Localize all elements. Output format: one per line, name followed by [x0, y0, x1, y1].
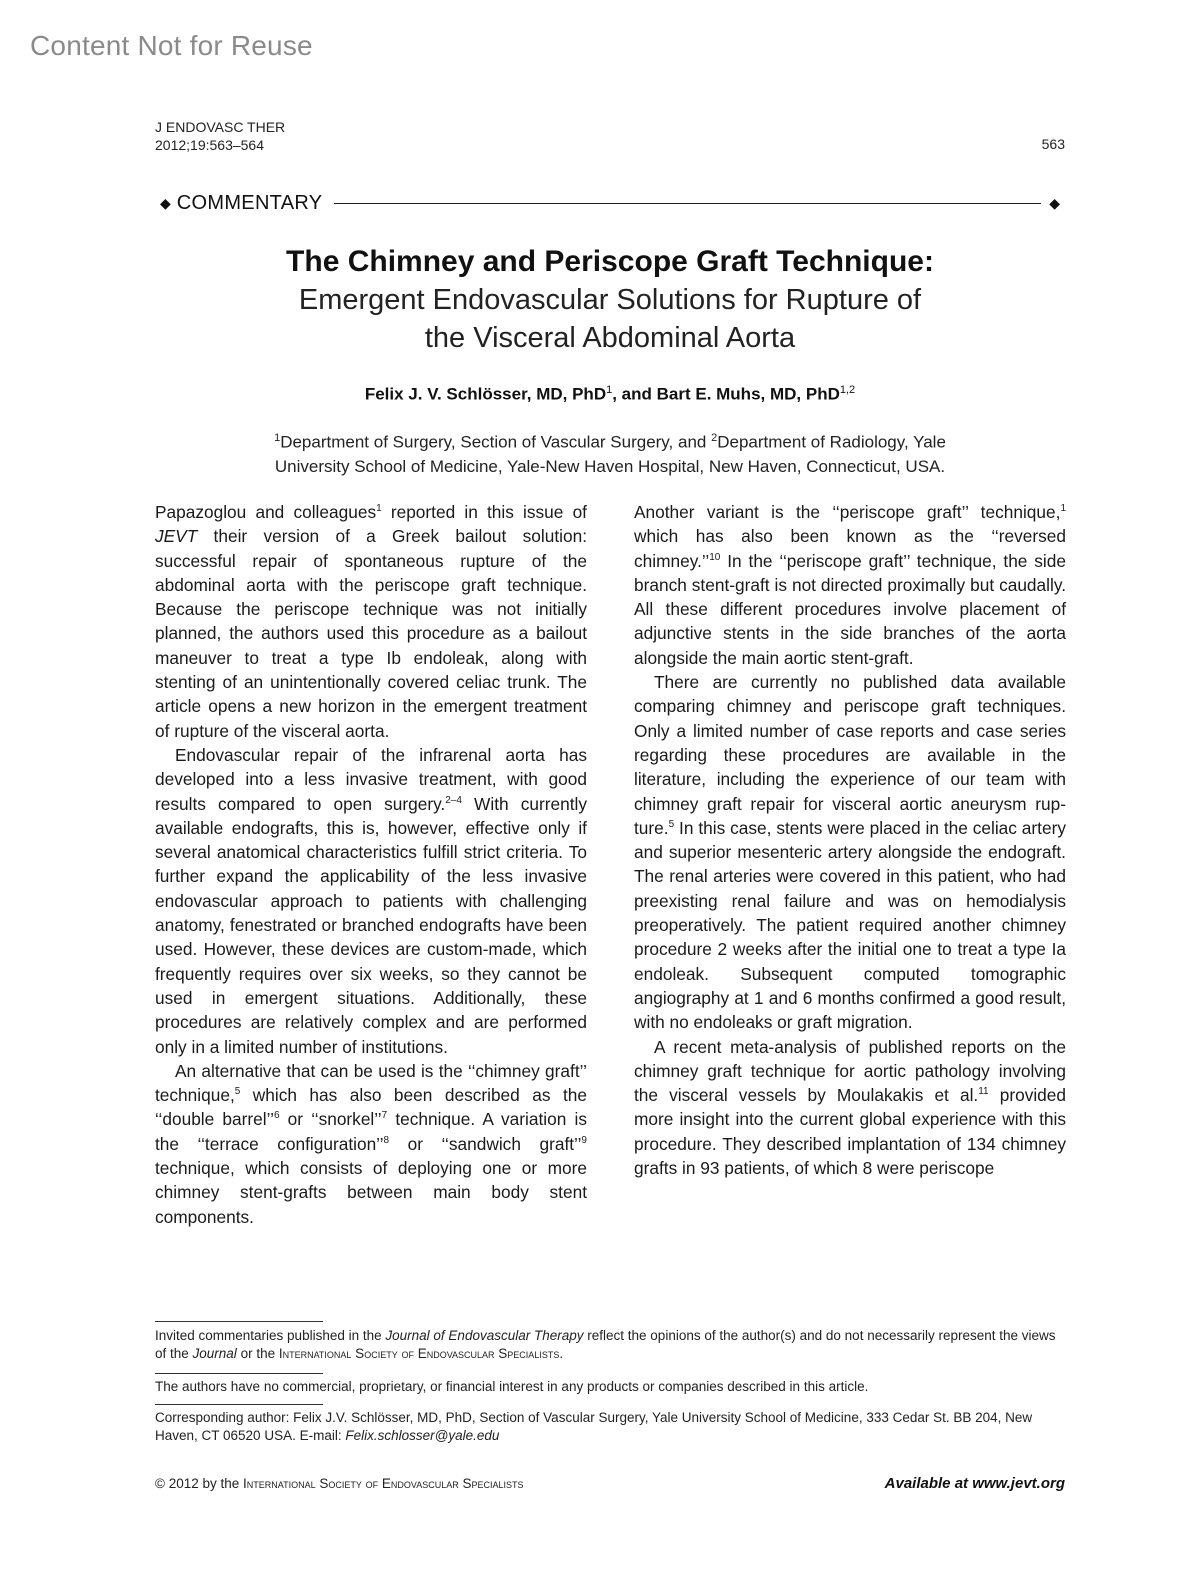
p6-text-b: provided more insight into the current global experience with this procedure. They described implantation of 134 chimney grafts in 93 patients, of which 8 were periscope	[634, 1085, 1067, 1179]
p4-text-b: which has also been known as the ‘‘reversed chimney.’’	[634, 526, 1066, 571]
affil-dept-2: Department of Radiology, Yale	[717, 432, 946, 452]
ref-sup: 10	[709, 551, 721, 563]
diamond-left-icon: ◆	[160, 195, 171, 211]
diamond-right-icon: ◆	[1049, 195, 1060, 211]
affil-sup-1: 1	[274, 432, 281, 444]
fn1-text-b: reflect the opinions of the author(s) and do not necessarily represent the views of the	[155, 1328, 1056, 1361]
footnote-conflict: The authors have no commercial, proprietary, or financial interest in any products or companies described in this article.	[155, 1379, 869, 1394]
copyright-society: International Society of Endovascular Specialists	[243, 1476, 524, 1491]
journal-volume: 2012;19:563–564	[155, 137, 264, 153]
footnote-divider	[155, 1404, 323, 1405]
paragraph-5	[634, 670, 1066, 1034]
fn1-society: International Society of Endovascular Specialists	[278, 1346, 560, 1361]
ref-sup: 5	[668, 819, 675, 831]
page-number: 563	[1041, 136, 1065, 152]
paragraph-2	[155, 743, 587, 1059]
title-sub-line2: the Visceral Abdominal Aorta	[424, 322, 796, 354]
fn3-text: Corresponding author: Felix J.V. Schlösser, MD, PhD, Section of Vascular Surgery, Yale University School of Medicine, 333 Cedar St. BB 204, New Haven, CT 06520 USA. E-mail:	[155, 1410, 1033, 1443]
p3-text-a: An alternative that can be used is the ‘‘chimney graft’’ technique,	[155, 1060, 587, 1106]
fn1-text-c: or the	[236, 1346, 279, 1361]
section-divider	[334, 203, 1041, 204]
fn1-journal-short: Journal	[192, 1346, 237, 1361]
author-joiner: , and	[612, 384, 657, 404]
p4-text-a: Another variant is the ‘‘periscope graft’’ technique,	[634, 502, 1061, 522]
affil-dept-1: Department of Surgery, Section of Vascular Surgery, and	[280, 432, 712, 452]
p3-text-c: or ‘‘snorkel’’	[279, 1109, 382, 1130]
ref-sup: 8	[383, 1134, 390, 1146]
ref-sup: 7	[381, 1110, 388, 1122]
p1-text-c: their version of a Greek bailout solution: successful repair of spontaneous rupture of the abdominal aorta with the periscope graft technique. Because the periscope technique was not initially planned, the authors used this procedure as a bailout maneuver to treat a type Ib endoleak, along with stenting of an unintentionally covered celiac trunk. The article opens a new horizon in the emergent treatment of rupture of the visceral aorta.	[155, 526, 587, 741]
paragraph-6	[634, 1035, 1066, 1181]
availability-link[interactable]: Available at www.jevt.org	[884, 1475, 1065, 1492]
title-sub-line1: Emergent Endovascular Solutions for Rupture of	[298, 284, 922, 316]
section-label: COMMENTARY	[176, 191, 323, 214]
p3-text-d: technique. A variation is the ‘‘terrace configuration’’	[155, 1109, 587, 1154]
watermark: Content Not for Reuse	[30, 30, 313, 61]
section-header	[160, 190, 1060, 216]
affiliations	[150, 426, 1070, 479]
copyright	[155, 1476, 524, 1491]
p3-text-f: technique, which consists of deploying one or more chimney stent-grafts between main body stent components.	[155, 1158, 587, 1227]
article-title	[150, 243, 1070, 357]
body-column-right	[634, 500, 1066, 1180]
p5-text-b: In this case, stents were placed in the celiac artery and superior mesenteric artery alongside the endograft. The renal arteries were covered in this patient, who had preexisting renal failure and was on hemodialysis preoperatively. The patient required another chimney procedure 2 weeks after the initial one to treat a type Ia endoleak. Subsequent computed tomographic angiography at 1 and 6 months confirmed a good result, with no endoleaks or graft migration.	[634, 817, 1066, 1033]
p3-text-e: or ‘‘sandwich graft’’	[389, 1133, 582, 1154]
author-list	[150, 384, 1070, 405]
fn1-journal: Journal of Endovascular Therapy	[385, 1328, 584, 1343]
ref-sup: 1	[1060, 503, 1066, 515]
p1-text-a: Papazoglou and colleagues	[155, 502, 377, 522]
ref-sup: 1	[376, 503, 382, 515]
journal-name: J ENDOVASC THER	[155, 119, 286, 135]
journal-citation	[155, 118, 285, 154]
author-1-affil: 1	[606, 384, 613, 396]
title-main: The Chimney and Periscope Graft Technique:	[286, 245, 934, 278]
ref-sup: 9	[581, 1134, 587, 1146]
body-column-left	[155, 500, 587, 1229]
author-2-affil: 1,2	[839, 384, 856, 396]
paragraph-4	[634, 500, 1066, 670]
journal-abbrev: JEVT	[155, 526, 198, 547]
p1-text-b: reported in this issue of	[381, 502, 587, 522]
author-2: Bart E. Muhs, MD, PhD	[656, 384, 840, 404]
author-email-link[interactable]: Felix.schlosser@yale.edu	[345, 1428, 500, 1443]
ref-sup: 2–4	[445, 794, 462, 806]
author-1: Felix J. V. Schlösser, MD, PhD	[364, 384, 607, 404]
fn1-text-a: Invited commentaries published in the	[155, 1328, 386, 1343]
p2-text-b: With currently available endografts, this is, however, effective only if several anatomical characteristics fulfill strict criteria. To further expand the applicability of the less invasive endovascular approach to patients with challenging anatomy, fenestrated or branched endografts have been used. However, these devices are custom-made, which frequently requires over six weeks, so they cannot be used in emergent situations. Additionally, these procedures are relatively complex and are performed only in a limited number of institutions.	[155, 793, 587, 1057]
p2-text-a: Endovascular repair of the infrarenal aorta has developed into a less invasive treatment, with good results compared to open surgery.	[155, 744, 587, 814]
affiliation-line2: University School of Medicine, Yale-New Haven Hospital, New Haven, Connecticut, USA.	[274, 456, 946, 476]
footnote-divider	[155, 1373, 323, 1374]
ref-sup: 5	[234, 1086, 241, 1098]
ref-sup: 6	[273, 1110, 280, 1122]
footnote-disclaimer	[155, 1327, 1065, 1363]
paragraph-3	[155, 1059, 587, 1229]
fn1-text-d: .	[559, 1346, 564, 1361]
affiliation-line1	[150, 426, 1070, 455]
footnote-divider	[155, 1321, 323, 1322]
paragraph-1	[155, 500, 587, 743]
p3-text-b: which has also been described as the ‘‘double barrel’’	[155, 1085, 587, 1130]
affil-sup-2: 2	[711, 432, 718, 444]
p5-text-a: There are currently no published data available comparing chimney and periscope graft techniques. Only a limited number of case reports and case series regarding these procedures are available in the literature, including the experience of our team with chimney graft repair for visceral aortic aneurysm rupture.	[634, 672, 1066, 838]
copyright-text: © 2012 by the	[155, 1476, 244, 1491]
p6-text-a: A recent meta-analysis of published reports on the chimney graft technique for aortic pathology involving the visceral vessels by Moulakakis et al.	[634, 1036, 1066, 1106]
footnote-correspondence	[155, 1409, 1065, 1445]
ref-sup: 11	[978, 1086, 989, 1098]
p4-text-c: In the ‘‘periscope graft’’ technique, the side branch stent-graft is not directed proximally but caudally. All these different procedures involve placement of adjunctive stents in the side branches of the aorta alongside the main aortic stent-graft.	[634, 550, 1066, 668]
